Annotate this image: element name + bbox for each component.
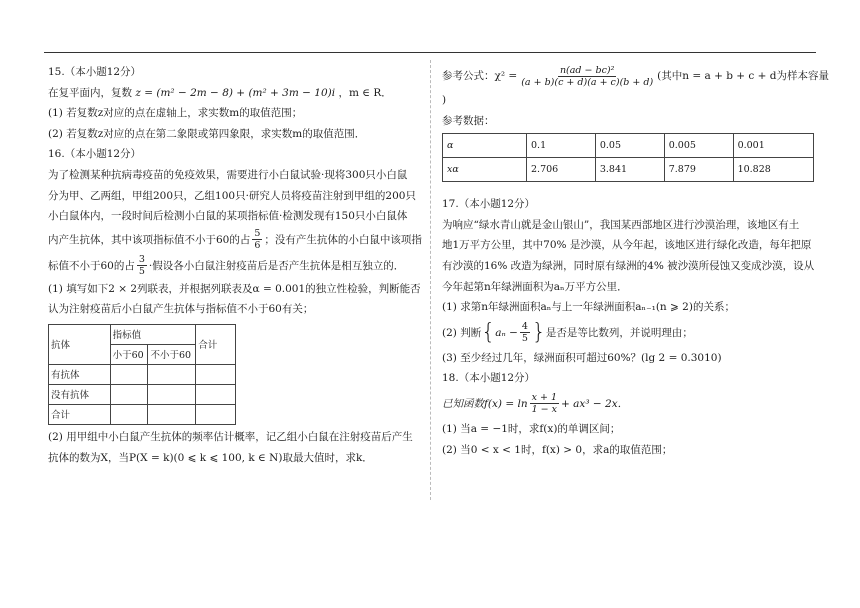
cell-total-header: 合计: [196, 324, 236, 364]
cell-ge60-header: 不小于60: [148, 344, 196, 364]
q17-stem-line1: 为响应“绿水青山就是金山银山”，我国某西部地区进行沙漠治理，该地区有土: [442, 218, 800, 231]
table-cell: [110, 404, 148, 424]
q15-stem: 在复平面内，复数 z = (m² − 2m − 8) + (m² + 3m − 10)i ，m ∈ R．: [48, 86, 392, 99]
fraction-four-fifths: $\frac{4}{5}$: [521, 321, 528, 345]
table-cell: [196, 404, 236, 424]
table-cell: 2.706: [527, 158, 596, 182]
q18-header: 18.（本小题12分）: [442, 372, 536, 385]
q17-part2: (2) 判断{aₙ − $\frac{4}{5}$ }是否是等比数列，并说明理由；: [442, 319, 693, 345]
table-row: [49, 384, 236, 404]
cell-row-label: 有抗体: [49, 364, 111, 384]
table-cell: [196, 364, 236, 384]
reference-data-table: [442, 133, 814, 182]
q16-stem-line3: 小白鼠体内，一段时间后检测小白鼠的某项指标值·检测发现有150只小白鼠体: [48, 210, 408, 223]
table-row: [49, 404, 236, 424]
q16-stem-line1: 为了检测某种抗病毒疫苗的免疫效果，需要进行小白鼠试验·现将300只小白鼠: [48, 168, 408, 181]
table-cell: 3.841: [595, 158, 664, 182]
q16-part2-line1: (2) 用甲组中小白鼠产生抗体的频率估计概率，记乙组小白鼠在注射疫苗后产生: [48, 430, 413, 443]
q16-stem-line2: 分为甲、乙两组，甲组200只，乙组100只·研究人员将疫苗注射到甲组的200只: [48, 189, 416, 202]
q17-part3: (3) 至少经过几年，绿洲面积可超过60%？(lg 2 = 0.3010): [442, 351, 722, 364]
q18-part1: (1) 当a = −1时，求f(x)的单调区间；: [442, 422, 621, 435]
q15-header: 15.（本小题12分）: [48, 66, 142, 78]
table-row: [443, 158, 814, 182]
table-cell: 0.1: [527, 134, 596, 158]
q16-part2-line2: 抗体的数为X，当P(X = k)(0 ⩽ k ⩽ 100, k ∈ N)取最大值时，求k．: [48, 451, 373, 464]
q16-header: 16.（本小题12分）: [48, 148, 142, 161]
cell-lt60-header: 小于60: [110, 344, 148, 364]
cell-row-label: 合计: [49, 404, 111, 424]
table-cell: 10.828: [733, 158, 813, 182]
right-brace-icon: }: [531, 319, 546, 345]
table-row: [49, 324, 236, 344]
table-cell: 0.05: [595, 134, 664, 158]
q16-stem-line4: 内产生抗体，其中该项指标值不小于60的占 $\frac{5}{6}$ ；没有产生抗体的小白鼠中该项指: [48, 228, 422, 252]
table-cell: 0.001: [733, 134, 813, 158]
left-brace-icon: {: [481, 319, 496, 345]
fraction-five-sixths: $\frac{5}{6}$: [254, 228, 261, 252]
table-row: [443, 134, 814, 158]
cell-indicator-header: 指标值: [110, 324, 196, 344]
reference-formula-close: ): [442, 94, 447, 106]
left-column: [48, 62, 426, 468]
q17-part1: (1) 求第n年绿洲面积aₙ与上一年绿洲面积aₙ₋₁(n ⩾ 2)的关系；: [442, 301, 735, 314]
log-argument-fraction: $\frac{x + 1}{1 - x}$: [531, 392, 558, 416]
q17-header: 17.（本小题12分）: [442, 198, 536, 211]
q16-part1-line1: (1) 填写如下2 × 2列联表，并根据列联表及α = 0.001的独立性检验，判断能否: [48, 282, 421, 295]
q17-stem-line2: 地1万平方公里，其中70% 是沙漠，从今年起，该地区进行绿化改造，每年把原: [442, 239, 812, 252]
table-cell: [148, 404, 196, 424]
table-cell: [196, 384, 236, 404]
table-cell: 7.879: [664, 158, 733, 182]
table-row: [49, 364, 236, 384]
q16-stem-line5: 标值不小于60的占 $\frac{3}{5}$ ·假设各小白鼠注射疫苗后是否产生抗体是相互独立的．: [48, 254, 405, 278]
top-rule: [44, 52, 816, 53]
x-alpha-label-cell: xα: [443, 158, 527, 182]
column-divider: [430, 60, 431, 500]
q17-stem-line3: 有沙漠的16% 改造为绿洲，同时原有绿洲的4% 被沙漠所侵蚀又变成沙漠，设从: [442, 259, 815, 272]
cell-antibody-header: 抗体: [49, 324, 111, 364]
chi-square-fraction: $\frac{\text{n(ad − bc)²}}{(a + b)(c + d)(a + c)(b + d)}$: [521, 64, 654, 88]
table-cell: [110, 364, 148, 384]
cell-row-label: 没有抗体: [49, 384, 111, 404]
reference-formula: 参考公式：χ² = $\frac{\text{n(ad − bc)²}}{(a + b)(c + d)(a + c)(b + d)}$ (其中n = a + b + c + d为样本容量: [442, 64, 830, 88]
q18-part2: (2) 当0 < x < 1时，f(x) > 0，求a的取值范围；: [442, 443, 673, 456]
q18-stem: 已知函数f(x) = ln $\frac{x + 1}{1 - x}$ + ax³ − 2x．: [442, 392, 629, 416]
alpha-label-cell: α: [443, 134, 527, 158]
table-cell: [148, 364, 196, 384]
fraction-three-fifths: $\frac{3}{5}$: [138, 254, 145, 278]
right-column: [442, 62, 830, 460]
reference-data-label: 参考数据：: [442, 114, 495, 127]
table-cell: 0.005: [664, 134, 733, 158]
q15-part2: (2) 若复数z对应的点在第二象限或第四象限，求实数m的取值范围．: [48, 127, 366, 140]
q17-stem-line4: 今年起第n年绿洲面积为aₙ万平方公里．: [442, 280, 628, 293]
q16-part1-line2: 认为注射疫苗后小白鼠产生抗体与指标值不小于60有关；: [48, 303, 314, 316]
table-cell: [110, 384, 148, 404]
q15-stem-math: z = (m² − 2m − 8) + (m² + 3m − 10)i: [135, 86, 336, 99]
q15-part1: (1) 若复数z对应的点在虚轴上，求实数m的取值范围；: [48, 107, 303, 120]
table-cell: [148, 384, 196, 404]
contingency-table: [48, 324, 236, 425]
